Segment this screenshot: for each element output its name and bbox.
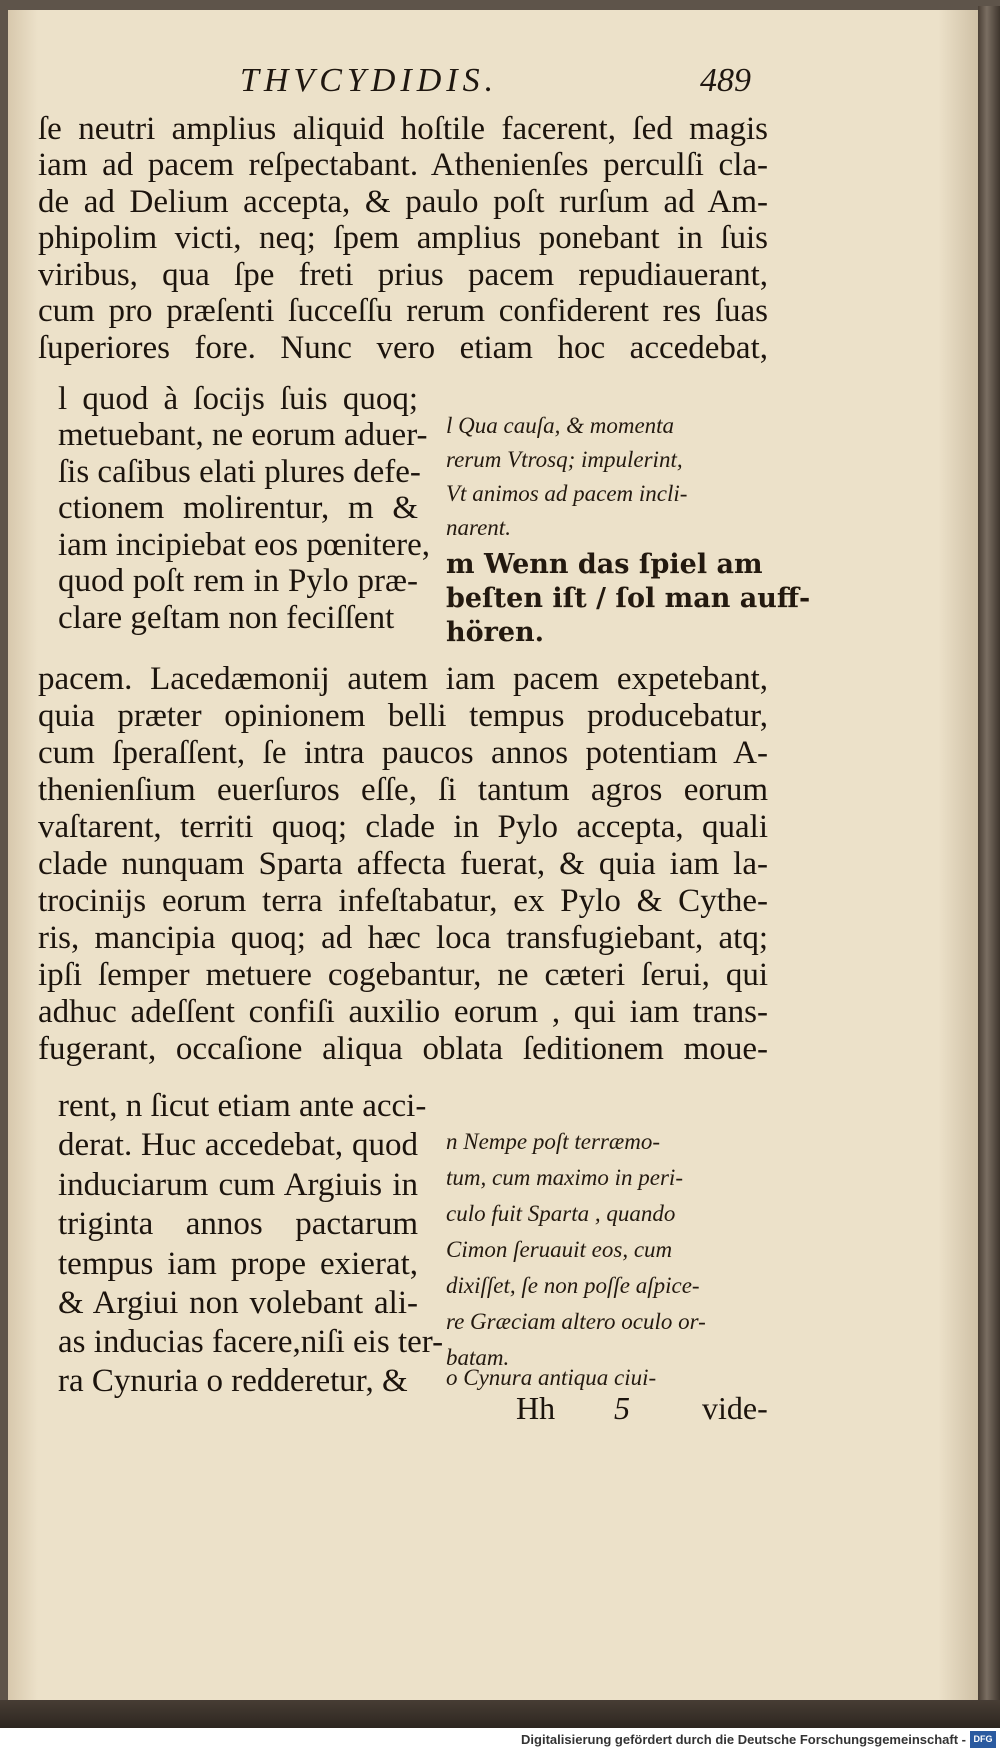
column-line: triginta annos pactarum [58, 1206, 418, 1242]
marginal-note-m: m Wenn das ſpiel am [446, 549, 763, 580]
column-line: l quod à ſocijs ſuis quoq; [58, 381, 418, 417]
column-line: ſis caſibus elati plures defe- [58, 454, 421, 490]
marginal-note-n: tum, cum maximo in peri- [446, 1165, 683, 1190]
column-line: & Argiui non volebant ali- [58, 1285, 418, 1321]
text-line: thenienſium euerſuros eſſe, ſi tantum agros eorum [38, 772, 768, 808]
running-head: THVCYDIDIS. [240, 62, 499, 99]
digitization-credit: Digitalisierung gefördert durch die Deutsche Forschungsgemeinschaft - [521, 1732, 966, 1747]
text-line: clade nunquam Sparta affecta fuerat, & quia iam la- [38, 846, 768, 882]
text-line: phipolim victi, neq; ſpem amplius ponebant in ſuis [38, 220, 768, 256]
column-line: iam incipiebat eos pœnitere, [58, 527, 431, 563]
text-line: iam ad pacem reſpectabant. Athenienſes perculſi cla- [38, 147, 768, 183]
column-line: ctionem molirentur, m & [58, 490, 418, 526]
marginal-note-m: hören. [446, 617, 545, 648]
text-line: ipſi ſemper metuere cogebantur, ne cæteri ſerui, qui [38, 957, 768, 993]
dfg-logo: DFG [970, 1731, 996, 1748]
text-line: ſe neutri amplius aliquid hoſtile facerent, ſed magis [38, 111, 768, 147]
column-line: as inducias facere,niſi eis ter- [58, 1324, 444, 1360]
column-line: clare geſtam non feciſſent [58, 600, 395, 636]
marginal-note-n: culo fuit Sparta , quando [446, 1201, 676, 1226]
column-line: metuebant, ne eorum aduer- [58, 417, 428, 453]
text-line: ris, mancipia quoq; ad hæc loca transfugiebant, atq; [38, 920, 768, 956]
text-line: de ad Delium accepta, & paulo poſt rurſum ad Am- [38, 184, 768, 220]
marginal-note-n: n Nempe poſt terræmo- [446, 1129, 661, 1154]
marginal-note-n: batam. [446, 1345, 510, 1370]
marginal-note-m: beſten iſt / ſol man auff- [446, 583, 811, 614]
text-line: pacem. Lacedæmonij autem iam pacem expetebant, [38, 661, 768, 697]
marginal-note-l: l Qua cauſa, & momenta [446, 413, 675, 438]
text-line: ſuperiores fore. Nunc vero etiam hoc accedebat, [38, 330, 768, 366]
marginal-note-l: narent. [446, 515, 511, 540]
column-line: derat. Huc accedebat, quod [58, 1127, 418, 1163]
marginal-note-l: rerum Vtrosq; impulerint, [446, 447, 683, 472]
column-line: quod poſt rem in Pylo præ- [58, 563, 418, 599]
page-number: 489 [700, 62, 751, 99]
catchword: vide- [702, 1390, 768, 1426]
marginal-note-n: dixiſſet, ſe non poſſe aſpice- [446, 1273, 700, 1298]
text-line: cum pro præſenti ſucceſſu rerum confiderent res ſuas [38, 293, 768, 329]
text-line: vaſtarent, territi quoq; clade in Pylo accepta, quali [38, 809, 768, 845]
book-edge [978, 6, 1000, 1706]
scan-bottom-border [0, 1700, 1000, 1728]
signature-number: 5 [614, 1390, 630, 1426]
text-line: quia præter opinionem belli tempus producebatur, [38, 698, 768, 734]
marginal-note-n: Cimon ſeruauit eos, cum [446, 1237, 673, 1262]
marginal-note-n: re Græciam altero oculo or- [446, 1309, 706, 1334]
column-line: induciarum cum Argiuis in [58, 1167, 418, 1203]
text-line: trocinijs eorum terra infeſtabatur, ex Pylo & Cythe- [38, 883, 768, 919]
column-line: tempus iam prope exierat, [58, 1246, 418, 1282]
signature-mark: Hh [516, 1390, 556, 1426]
marginal-note-l: Vt animos ad pacem incli- [446, 481, 688, 506]
marginal-note-o: o Cynura antiqua ciui- [446, 1365, 657, 1390]
text-line: cum ſperaſſent, ſe intra paucos annos potentiam A- [38, 735, 768, 771]
column-line: ra Cynuria o redderetur, & [58, 1363, 408, 1399]
text-line: fugerant, occaſione aliqua oblata ſeditionem moue- [38, 1031, 768, 1067]
text-line: adhuc adeſſent confiſi auxilio eorum , qui iam trans- [38, 994, 768, 1030]
column-line: rent, n ſicut etiam ante acci- [58, 1088, 427, 1124]
text-line: viribus, qua ſpe freti prius pacem repudiauerant, [38, 257, 768, 293]
